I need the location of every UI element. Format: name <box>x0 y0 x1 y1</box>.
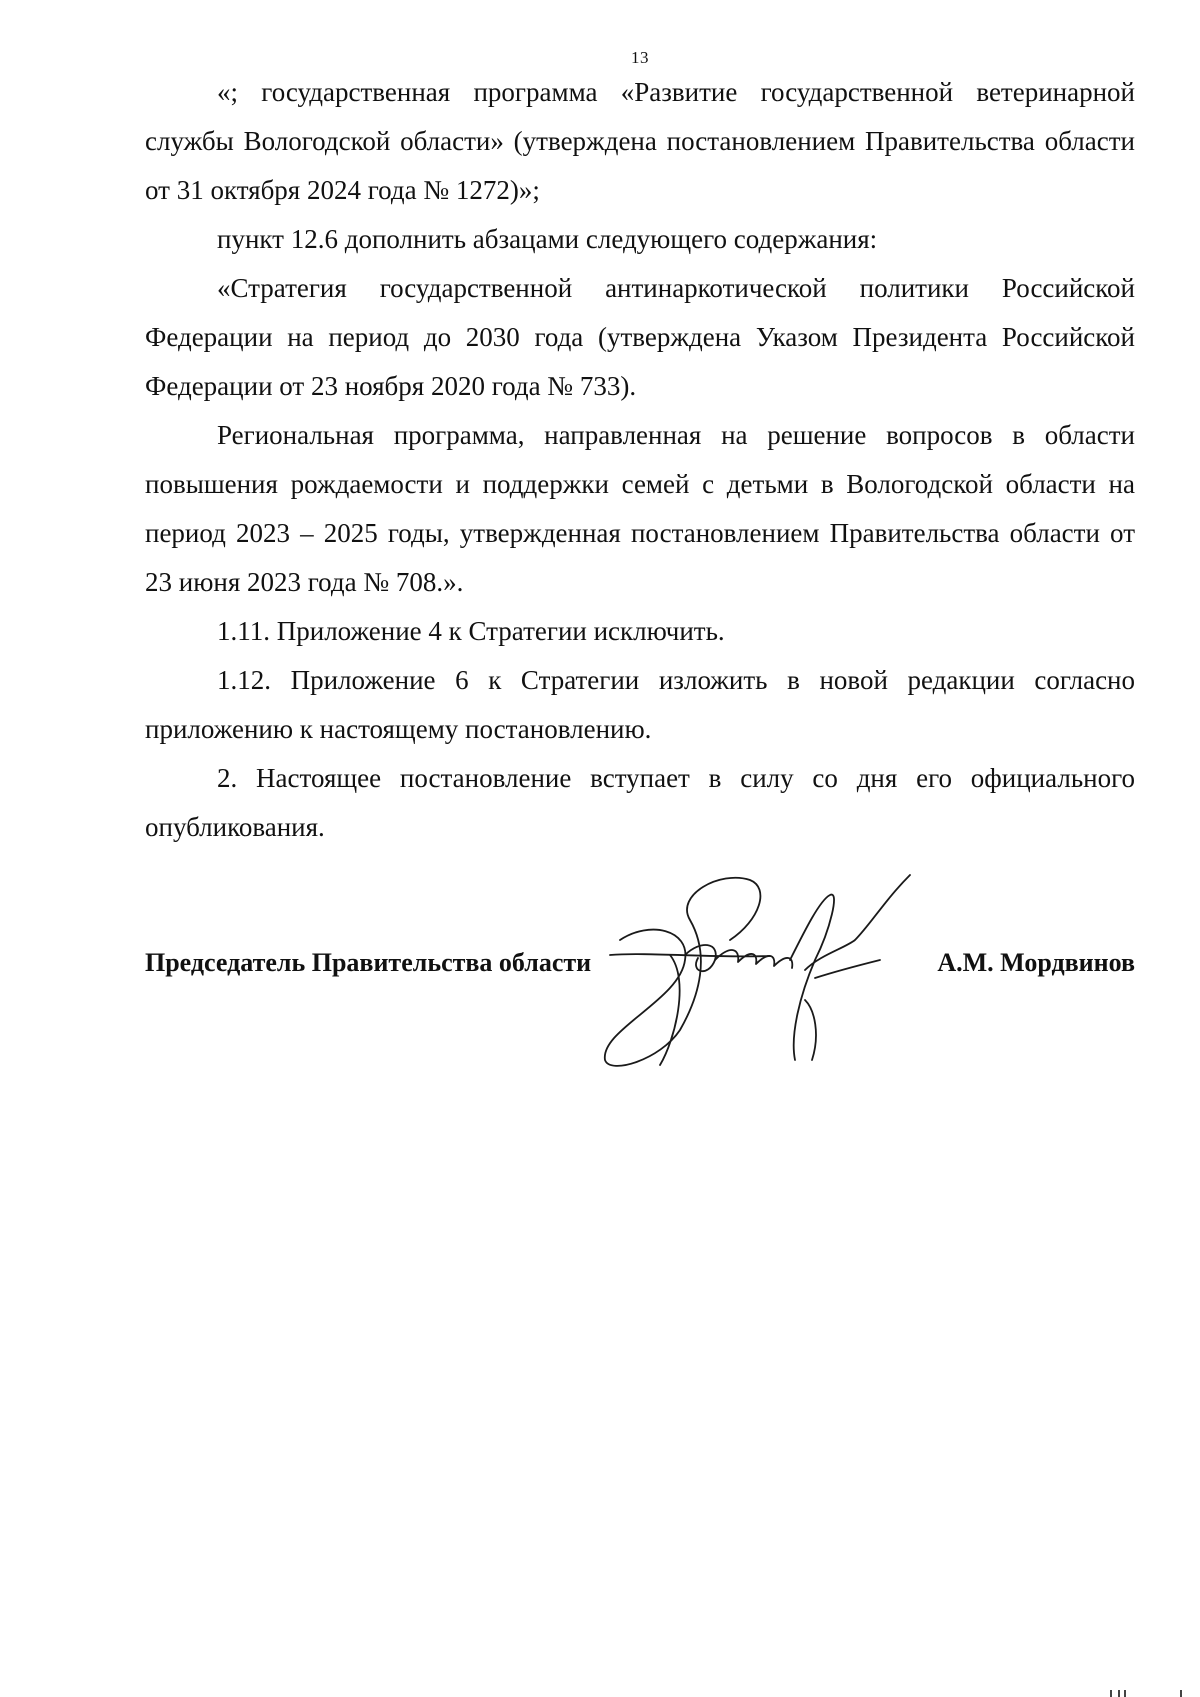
paragraph: «; государственная программа «Развитие государственной ветеринарной службы Вологодской области» (утверждена постановлением Правительства области от 31 октября 2024 года № 1272)»; <box>145 77 1135 205</box>
scan-mark <box>1124 1690 1126 1697</box>
scan-mark <box>1118 1690 1120 1697</box>
page-number: 13 <box>631 48 649 67</box>
paragraph: 1.12. Приложение 6 к Стратегии изложить в новой редакции согласно приложению к настоящему постановлению. <box>145 665 1135 744</box>
paragraph: 2. Настоящее постановление вступает в силу со дня его официального опубликования. <box>145 763 1135 842</box>
signatory-name: А.М. Мордвинов <box>937 948 1135 977</box>
signatory-title: Председатель Правительства области <box>145 948 592 977</box>
paragraph: Региональная программа, направленная на решение вопросов в области повышения рождаемости и поддержки семей с детьми в Вологодской области на период 2023 – 2025 годы, утвержденная постановлением Правительства области от 23 июня 2023 года № 708.». <box>145 420 1135 597</box>
document-body <box>145 68 1135 852</box>
handwritten-signature <box>590 860 950 1075</box>
scan-mark <box>1180 1690 1182 1697</box>
scan-mark <box>1110 1690 1112 1697</box>
paragraph: 1.11. Приложение 4 к Стратегии исключить. <box>217 616 725 646</box>
paragraph: пункт 12.6 дополнить абзацами следующего содержания: <box>217 224 878 254</box>
paragraph: «Стратегия государственной антинаркотической политики Российской Федерации на период до 2030 года (утверждена Указом Президента Российской Федерации от 23 ноября 2020 года № 733). <box>145 273 1135 401</box>
